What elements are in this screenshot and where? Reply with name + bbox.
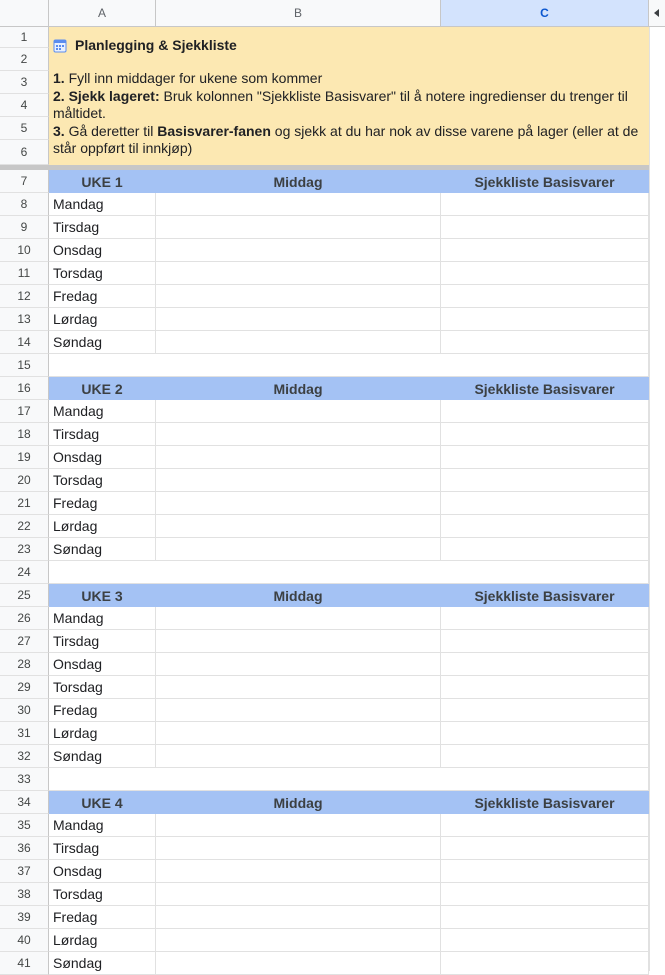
day-cell-2-4[interactable]: Torsdag bbox=[49, 469, 156, 492]
row-header-22[interactable]: 22 bbox=[0, 515, 49, 538]
week-label-2[interactable]: UKE 2 bbox=[49, 377, 156, 400]
spacer-row[interactable] bbox=[49, 354, 649, 377]
middag-cell[interactable] bbox=[156, 446, 441, 469]
instruction-1-number: 1. bbox=[53, 70, 65, 87]
middag-cell[interactable] bbox=[156, 630, 441, 653]
sjekkliste-cell[interactable] bbox=[441, 400, 649, 423]
middag-header[interactable]: Middag bbox=[156, 170, 441, 193]
day-cell-4-5[interactable]: Fredag bbox=[49, 906, 156, 929]
sjekkliste-cell[interactable] bbox=[441, 699, 649, 722]
row-header-40[interactable]: 40 bbox=[0, 929, 49, 952]
middag-cell[interactable] bbox=[156, 216, 441, 239]
instruction-3-post: og sjekk at du har nok av disse varene på lager (eller at de står oppført til innkjøp) bbox=[53, 122, 639, 157]
middag-cell[interactable] bbox=[156, 423, 441, 446]
row-header-5[interactable]: 5 bbox=[0, 117, 49, 140]
sjekkliste-cell[interactable] bbox=[441, 193, 649, 216]
row-header-7[interactable]: 7 bbox=[0, 170, 49, 193]
day-cell-3-7[interactable]: Søndag bbox=[49, 745, 156, 768]
row-header-3[interactable]: 3 bbox=[0, 71, 49, 94]
spacer-row[interactable] bbox=[49, 768, 649, 791]
sjekkliste-cell[interactable] bbox=[441, 630, 649, 653]
row-header-2[interactable]: 2 bbox=[0, 48, 49, 71]
row-header-13[interactable]: 13 bbox=[0, 308, 49, 331]
sjekkliste-cell[interactable] bbox=[441, 837, 649, 860]
middag-cell[interactable] bbox=[156, 676, 441, 699]
day-cell-4-2[interactable]: Tirsdag bbox=[49, 837, 156, 860]
instruction-1 bbox=[53, 70, 649, 87]
middag-cell[interactable] bbox=[156, 699, 441, 722]
row-header-29[interactable]: 29 bbox=[0, 676, 49, 699]
day-cell-2-1[interactable]: Mandag bbox=[49, 400, 156, 423]
row-header-20[interactable]: 20 bbox=[0, 469, 49, 492]
row-header-18[interactable]: 18 bbox=[0, 423, 49, 446]
row-header-12[interactable]: 12 bbox=[0, 285, 49, 308]
sjekkliste-cell[interactable] bbox=[441, 906, 649, 929]
middag-cell[interactable] bbox=[156, 745, 441, 768]
sjekkliste-cell[interactable] bbox=[441, 860, 649, 883]
day-cell-1-1[interactable]: Mandag bbox=[49, 193, 156, 216]
sjekkliste-cell[interactable] bbox=[441, 929, 649, 952]
middag-cell[interactable] bbox=[156, 239, 441, 262]
middag-cell[interactable] bbox=[156, 262, 441, 285]
week-label-3[interactable]: UKE 3 bbox=[49, 584, 156, 607]
row-header-8[interactable]: 8 bbox=[0, 193, 49, 216]
middag-cell[interactable] bbox=[156, 331, 441, 354]
day-cell-4-7[interactable]: Søndag bbox=[49, 952, 156, 975]
sjekkliste-cell[interactable] bbox=[441, 883, 649, 906]
sjekkliste-cell[interactable] bbox=[441, 446, 649, 469]
day-cell-2-2[interactable]: Tirsdag bbox=[49, 423, 156, 446]
middag-cell[interactable] bbox=[156, 952, 441, 975]
sjekkliste-cell[interactable] bbox=[441, 538, 649, 561]
middag-header[interactable]: Middag bbox=[156, 377, 441, 400]
spacer-row[interactable] bbox=[49, 561, 649, 584]
sjekkliste-cell[interactable] bbox=[441, 653, 649, 676]
sjekkliste-cell[interactable] bbox=[441, 331, 649, 354]
row-header-41[interactable]: 41 bbox=[0, 952, 49, 975]
row-header-36[interactable]: 36 bbox=[0, 837, 49, 860]
row-header-25[interactable]: 25 bbox=[0, 584, 49, 607]
day-cell-2-3[interactable]: Onsdag bbox=[49, 446, 156, 469]
middag-cell[interactable] bbox=[156, 492, 441, 515]
middag-header[interactable]: Middag bbox=[156, 791, 441, 814]
row-header-9[interactable]: 9 bbox=[0, 216, 49, 239]
instruction-3-pre: Gå deretter til bbox=[64, 122, 158, 139]
day-cell-3-5[interactable]: Fredag bbox=[49, 699, 156, 722]
middag-cell[interactable] bbox=[156, 515, 441, 538]
sjekkliste-cell[interactable] bbox=[441, 722, 649, 745]
row-header-24[interactable]: 24 bbox=[0, 561, 49, 584]
sjekkliste-cell[interactable] bbox=[441, 745, 649, 768]
instruction-1-text: Fyll inn middager for ukene som kommer bbox=[64, 70, 323, 87]
middag-header[interactable]: Middag bbox=[156, 584, 441, 607]
row-header-35[interactable]: 35 bbox=[0, 814, 49, 837]
sjekkliste-cell[interactable] bbox=[441, 423, 649, 446]
day-cell-2-7[interactable]: Søndag bbox=[49, 538, 156, 561]
row-header-34[interactable]: 34 bbox=[0, 791, 49, 814]
middag-cell[interactable] bbox=[156, 883, 441, 906]
instruction-2-number: 2. Sjekk lageret: bbox=[53, 87, 160, 104]
instruction-3-bold: Basisvarer-fanen bbox=[157, 122, 271, 139]
info-title: Planlegging & Sjekkliste bbox=[75, 37, 237, 53]
middag-cell[interactable] bbox=[156, 193, 441, 216]
middag-cell[interactable] bbox=[156, 400, 441, 423]
day-cell-3-2[interactable]: Tirsdag bbox=[49, 630, 156, 653]
row-header-38[interactable]: 38 bbox=[0, 883, 49, 906]
day-cell-1-6[interactable]: Lørdag bbox=[49, 308, 156, 331]
middag-cell[interactable] bbox=[156, 722, 441, 745]
select-all-corner[interactable] bbox=[0, 0, 49, 27]
row-header-19[interactable]: 19 bbox=[0, 446, 49, 469]
row-header-4[interactable]: 4 bbox=[0, 94, 49, 117]
middag-cell[interactable] bbox=[156, 285, 441, 308]
row-header-16[interactable]: 16 bbox=[0, 377, 49, 400]
sjekkliste-cell[interactable] bbox=[441, 216, 649, 239]
sjekkliste-cell[interactable] bbox=[441, 515, 649, 538]
day-cell-1-7[interactable]: Søndag bbox=[49, 331, 156, 354]
day-cell-1-5[interactable]: Fredag bbox=[49, 285, 156, 308]
row-header-26[interactable]: 26 bbox=[0, 607, 49, 630]
instruction-2-text: Bruk kolonnen "Sjekkliste Basisvarer" til å notere ingredienser du trenger til måltidet. bbox=[53, 87, 628, 122]
row-header-28[interactable]: 28 bbox=[0, 653, 49, 676]
day-cell-2-5[interactable]: Fredag bbox=[49, 492, 156, 515]
day-cell-3-6[interactable]: Lørdag bbox=[49, 722, 156, 745]
middag-cell[interactable] bbox=[156, 837, 441, 860]
middag-cell[interactable] bbox=[156, 308, 441, 331]
scroll-left-icon[interactable] bbox=[654, 9, 659, 17]
day-cell-4-3[interactable]: Onsdag bbox=[49, 860, 156, 883]
row-header-6[interactable]: 6 bbox=[0, 140, 49, 165]
row-header-15[interactable]: 15 bbox=[0, 354, 49, 377]
sjekkliste-header[interactable]: Sjekkliste Basisvarer bbox=[441, 170, 649, 193]
day-cell-2-6[interactable]: Lørdag bbox=[49, 515, 156, 538]
column-header-a[interactable]: A bbox=[49, 0, 156, 27]
grid-right-edge bbox=[649, 27, 665, 971]
row-header-14[interactable]: 14 bbox=[0, 331, 49, 354]
day-cell-4-1[interactable]: Mandag bbox=[49, 814, 156, 837]
day-cell-3-3[interactable]: Onsdag bbox=[49, 653, 156, 676]
middag-cell[interactable] bbox=[156, 929, 441, 952]
middag-cell[interactable] bbox=[156, 860, 441, 883]
sjekkliste-cell[interactable] bbox=[441, 607, 649, 630]
row-header-21[interactable]: 21 bbox=[0, 492, 49, 515]
day-cell-4-6[interactable]: Lørdag bbox=[49, 929, 156, 952]
middag-cell[interactable] bbox=[156, 906, 441, 929]
day-cell-3-1[interactable]: Mandag bbox=[49, 607, 156, 630]
sjekkliste-header[interactable]: Sjekkliste Basisvarer bbox=[441, 377, 649, 400]
row-header-33[interactable]: 33 bbox=[0, 768, 49, 791]
column-scroll[interactable] bbox=[649, 0, 665, 27]
sjekkliste-header[interactable]: Sjekkliste Basisvarer bbox=[441, 584, 649, 607]
row-header-39[interactable]: 39 bbox=[0, 906, 49, 929]
row-header-23[interactable]: 23 bbox=[0, 538, 49, 561]
sjekkliste-cell[interactable] bbox=[441, 952, 649, 975]
instruction-2 bbox=[53, 88, 649, 123]
middag-cell[interactable] bbox=[156, 653, 441, 676]
day-cell-1-3[interactable]: Onsdag bbox=[49, 239, 156, 262]
sjekkliste-header[interactable]: Sjekkliste Basisvarer bbox=[441, 791, 649, 814]
week-label-1[interactable]: UKE 1 bbox=[49, 170, 156, 193]
middag-cell[interactable] bbox=[156, 538, 441, 561]
row-header-27[interactable]: 27 bbox=[0, 630, 49, 653]
sjekkliste-cell[interactable] bbox=[441, 239, 649, 262]
instruction-3-number: 3. bbox=[53, 122, 65, 139]
row-header-32[interactable]: 32 bbox=[0, 745, 49, 768]
calendar-icon bbox=[53, 39, 67, 53]
sjekkliste-cell[interactable] bbox=[441, 492, 649, 515]
column-header-b[interactable]: B bbox=[156, 0, 441, 27]
sjekkliste-cell[interactable] bbox=[441, 262, 649, 285]
day-cell-4-4[interactable]: Torsdag bbox=[49, 883, 156, 906]
instruction-3 bbox=[53, 123, 649, 158]
column-header-c[interactable]: C bbox=[441, 0, 649, 27]
sjekkliste-cell[interactable] bbox=[441, 814, 649, 837]
row-header-10[interactable]: 10 bbox=[0, 239, 49, 262]
row-header-1[interactable]: 1 bbox=[0, 27, 49, 48]
day-cell-3-4[interactable]: Torsdag bbox=[49, 676, 156, 699]
middag-cell[interactable] bbox=[156, 814, 441, 837]
row-header-30[interactable]: 30 bbox=[0, 699, 49, 722]
day-cell-1-4[interactable]: Torsdag bbox=[49, 262, 156, 285]
week-label-4[interactable]: UKE 4 bbox=[49, 791, 156, 814]
instructions-panel[interactable] bbox=[49, 27, 649, 165]
middag-cell[interactable] bbox=[156, 607, 441, 630]
row-header-31[interactable]: 31 bbox=[0, 722, 49, 745]
day-cell-1-2[interactable]: Tirsdag bbox=[49, 216, 156, 239]
row-header-11[interactable]: 11 bbox=[0, 262, 49, 285]
sjekkliste-cell[interactable] bbox=[441, 285, 649, 308]
sjekkliste-cell[interactable] bbox=[441, 676, 649, 699]
row-header-37[interactable]: 37 bbox=[0, 860, 49, 883]
sjekkliste-cell[interactable] bbox=[441, 469, 649, 492]
sjekkliste-cell[interactable] bbox=[441, 308, 649, 331]
row-header-17[interactable]: 17 bbox=[0, 400, 49, 423]
middag-cell[interactable] bbox=[156, 469, 441, 492]
